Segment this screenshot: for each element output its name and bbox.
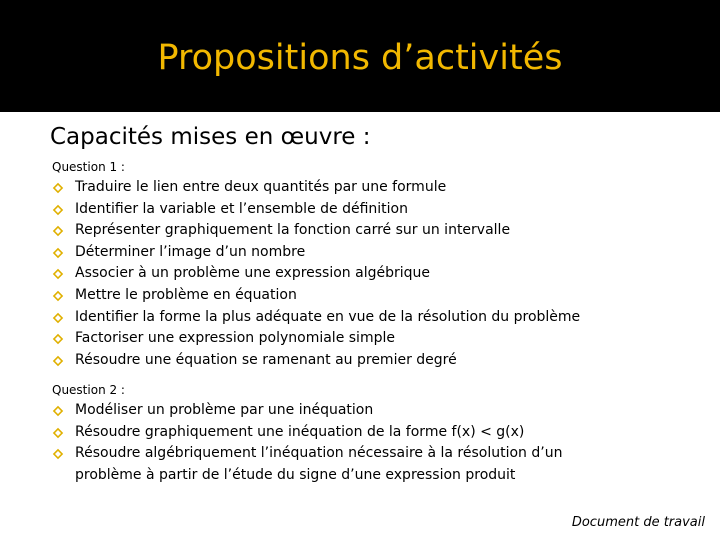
list-item-text: Factoriser une expression polynomiale simple <box>75 330 395 347</box>
list-item-text: Résoudre graphiquement une inéquation de la forme f(x) < g(x) <box>75 423 525 440</box>
list-item-text: Résoudre une équation se ramenant au premier degré <box>75 351 457 368</box>
list-item-text: Identifier la variable et l’ensemble de définition <box>75 200 408 217</box>
diamond-bullet-icon <box>52 448 64 460</box>
list-item-text: Associer à un problème une expression algébrique <box>75 265 431 282</box>
list-item-continuation: problème à partir de l’étude du signe d’une expression produit <box>75 466 516 483</box>
diamond-bullet-icon <box>52 427 64 439</box>
list-item-text: Modéliser un problème par une inéquation <box>75 402 374 418</box>
list-item-text: Identifier la forme la plus adéquate en vue de la résolution du problème <box>75 308 581 325</box>
diamond-bullet-icon <box>52 247 64 259</box>
list-item <box>52 422 562 444</box>
list-item-text: Représenter graphiquement la fonction carré sur un intervalle <box>75 222 511 239</box>
slide-subtitle: Capacités mises en œuvre : <box>50 124 371 150</box>
list-item <box>52 400 562 422</box>
list-item <box>52 328 580 350</box>
list-item <box>52 443 562 486</box>
list-item <box>52 199 580 221</box>
list-item-text: Déterminer l’image d’un nombre <box>75 243 306 260</box>
question1-label: Question 1 : <box>52 160 125 174</box>
question2-label: Question 2 : <box>52 383 125 397</box>
diamond-bullet-icon <box>52 355 64 367</box>
list-item-text: Traduire le lien entre deux quantités par une formule <box>75 179 447 195</box>
footer-note: Document de travail <box>571 515 705 530</box>
list-item <box>52 285 580 307</box>
question2-list <box>52 400 562 486</box>
diamond-bullet-icon <box>52 225 64 237</box>
diamond-bullet-icon <box>52 182 64 194</box>
list-item <box>52 307 580 329</box>
list-item <box>52 263 580 285</box>
list-item <box>52 220 580 242</box>
list-item <box>52 242 580 264</box>
question1-list <box>52 177 580 371</box>
list-item <box>52 177 580 199</box>
list-item-text: Mettre le problème en équation <box>75 286 297 303</box>
diamond-bullet-icon <box>52 333 64 345</box>
diamond-bullet-icon <box>52 204 64 216</box>
diamond-bullet-icon <box>52 268 64 280</box>
list-item-text: Résoudre algébriquement l’inéquation nécessaire à la résolution d’un <box>75 445 563 462</box>
diamond-bullet-icon <box>52 312 64 324</box>
diamond-bullet-icon <box>52 290 64 302</box>
diamond-bullet-icon <box>52 405 64 417</box>
slide-title: Propositions d’activités <box>157 38 563 78</box>
list-item <box>52 350 580 372</box>
